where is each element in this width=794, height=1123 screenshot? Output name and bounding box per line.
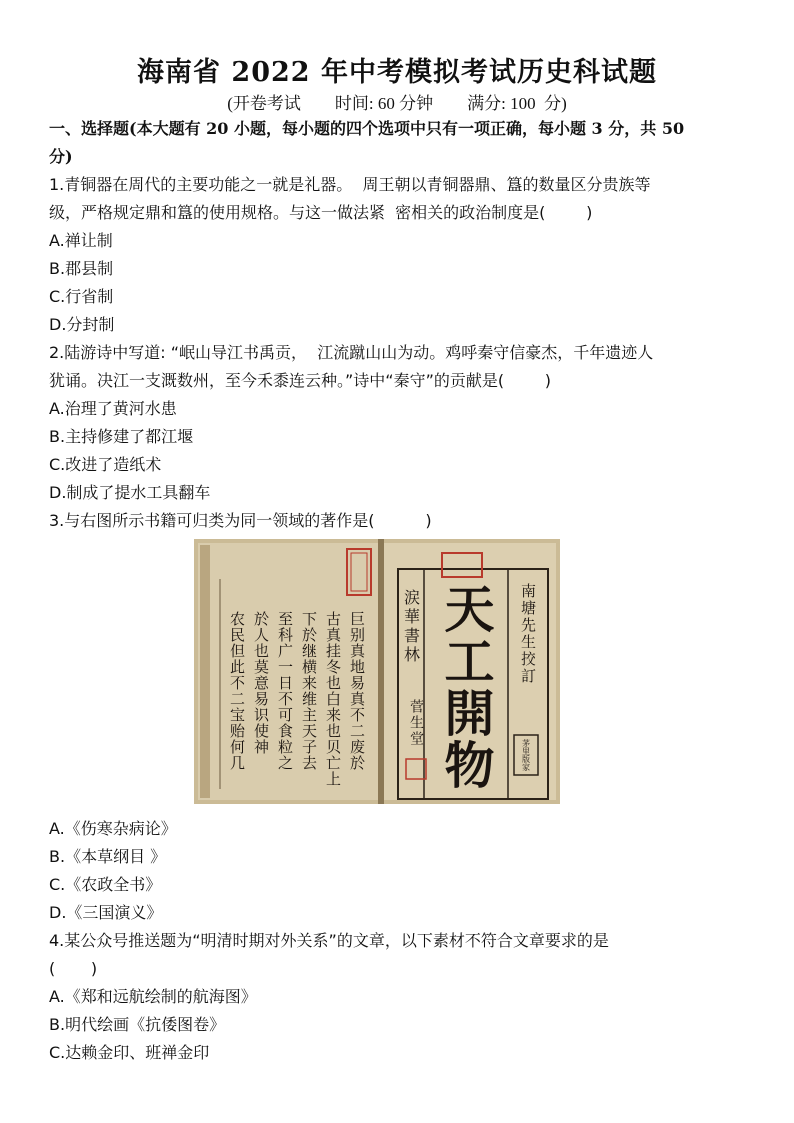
book-cover-figure [194,539,560,804]
book-main-title: 天工開物 [436,583,496,791]
left-page-column-3: 下於继横来维主天子去 [300,611,318,771]
q3-stem: 3.与右图所示书籍可归类为同一领域的著作是( ) [49,511,432,530]
seal-inscription: 茅里版家 [521,739,531,771]
exam-title: 海南省 2022 年中考模拟考试历史科试题 [137,57,657,88]
q3-option-b: B.《本草纲目 》 [49,847,167,866]
exam-subtitle: (开卷考试 时间: 60 分钟 满分: 100 分) [227,94,567,113]
q1-option-d: D.分封制 [49,315,115,334]
left-page-column-2: 古真挂冬也白来也贝亡上 [324,611,342,787]
q1-option-a: A.禅让制 [49,231,113,250]
left-page-column-4: 至科广一日不可食粒之 [276,611,294,771]
q1-stem: 1.青铜器在周代的主要功能之一就是礼器。 周王朝以青铜器鼎、簋的数量区分贵族等 [49,175,651,194]
q4-stem: 4.某公众号推送题为“明清时期对外关系”的文章，以下素材不符合文章要求的是 [49,931,609,950]
q4-option-a: A.《郑和远航绘制的航海图》 [49,987,257,1006]
left-page-column-5: 於人也莫意易识使神 [252,611,270,755]
book-cover-image [194,539,560,804]
q3-option-d: D.《三国演义》 [49,903,163,922]
q1-option-c: C.行省制 [49,287,114,306]
q3-option-c: C.《农政全书》 [49,875,162,894]
q4-option-c: C.达赖金印、班禅金印 [49,1043,210,1062]
section-heading: 一、选择题(本大题有 20 小题，每小题的四个选项中只有一项正确，每小题 3 分，共 50 [49,119,685,138]
q2-option-d: D.制成了提水工具翻车 [49,483,211,502]
q2-option-b: B.主持修建了都江堰 [49,427,194,446]
q4-option-b: B.明代绘画《抗倭图卷》 [49,1015,226,1034]
q3-option-a: A.《伤寒杂病论》 [49,819,177,838]
publisher-name: 菅生堂 [408,699,424,747]
section-heading-cont: 分) [49,147,73,166]
editor-credit: 南塘先生挍訂 [519,583,537,685]
left-page-column-1: 巨别真地易真不二废於 [348,611,366,771]
q2-option-a: A.治理了黄河水患 [49,399,177,418]
q2-option-c: C.改进了造纸术 [49,455,162,474]
bookshop-name: 涙華書林 [401,589,421,665]
q4-stem-cont: ( ) [49,959,98,978]
q2-stem-cont: 犹诵。决江一支溉数州，至今禾黍连云种。”诗中“秦守”的贡献是( ) [49,371,552,390]
left-page-column-6: 农民但此不二宝贻何几 [228,611,246,771]
q1-stem-cont: 级，严格规定鼎和簋的使用规格。与这一做法紧 密相关的政治制度是( ) [49,203,593,222]
q2-stem: 2.陆游诗中写道: “岷山导江书禹贡， 江流蹴山山为动。鸡呼秦守信豪杰，千年遗迹人 [49,343,654,362]
q1-option-b: B.郡县制 [49,259,114,278]
